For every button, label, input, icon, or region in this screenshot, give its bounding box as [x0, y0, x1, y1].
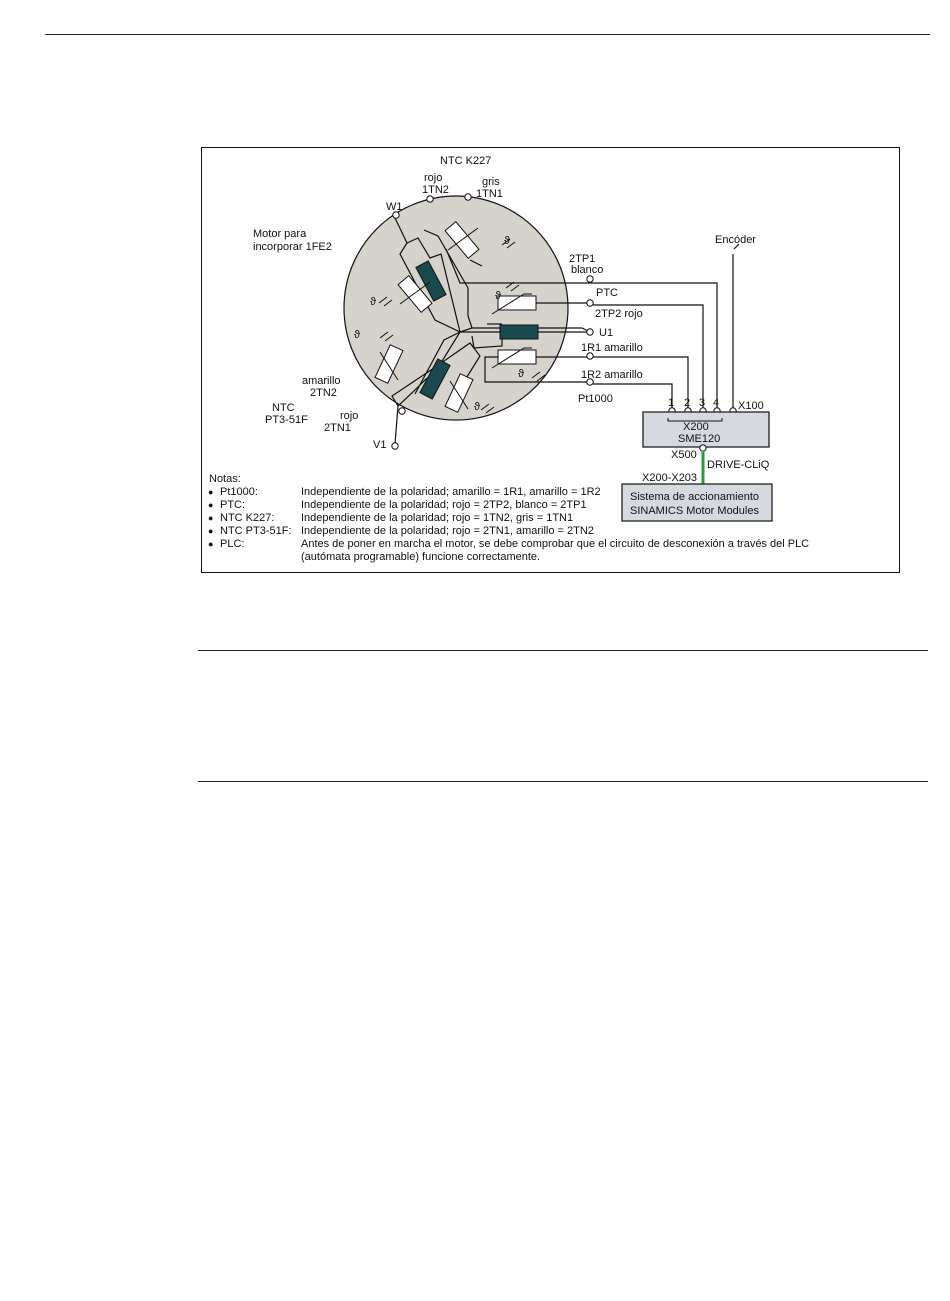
note-value: Independiente de la polaridad; amarillo = 1R1, amarillo = 1R2	[301, 486, 601, 498]
bullet-icon: ●	[208, 513, 214, 523]
pin-2-label: 2	[684, 397, 691, 409]
notes-heading: Notas:	[209, 473, 241, 485]
1r2-label: 1R2 amarillo	[581, 369, 643, 381]
theta-label: ϑ	[495, 290, 502, 302]
2tp2-label: 2TP2 rojo	[595, 308, 643, 320]
sinamics-label: SINAMICS Motor Modules	[630, 505, 759, 517]
x200-label: X200	[683, 421, 709, 433]
ntc-pt351f-label: PT3-51F	[265, 414, 308, 426]
theta-label: ϑ	[518, 368, 525, 380]
2tn1-label: 2TN1	[324, 422, 351, 434]
encoder-label: Encóder	[715, 234, 756, 246]
note-key: PLC:	[220, 538, 245, 550]
connection-diagram	[201, 147, 900, 573]
note-value: Independiente de la polaridad; rojo = 1TN2, gris = 1TN1	[301, 512, 574, 524]
sinamics-label: Sistema de accionamiento	[630, 491, 760, 503]
theta-label: ϑ	[354, 329, 361, 341]
x500-port	[700, 445, 706, 451]
pt1000-label: Pt1000	[578, 393, 613, 405]
k227-gris-label: gris	[482, 176, 500, 188]
ntc-pt351f-label: NTC	[272, 402, 295, 414]
x500-label: X500	[671, 449, 697, 461]
motor-label: incorporar 1FE2	[253, 241, 332, 253]
bullet-icon: ●	[208, 526, 214, 536]
pin-3-label: 3	[699, 397, 706, 409]
theta-label: ϑ	[370, 296, 377, 308]
bullet-icon: ●	[208, 500, 214, 510]
note-key: NTC K227:	[220, 512, 275, 524]
k227-1tn1-label: 1TN1	[476, 188, 503, 200]
plc-note-continuation: (autómata programable) funcione correctamente.	[301, 551, 541, 563]
amarillo-label: amarillo	[302, 375, 341, 387]
note-key: NTC PT3-51F:	[220, 525, 292, 537]
motor-label: Motor para	[253, 228, 307, 240]
ptc-label: PTC	[596, 287, 618, 299]
theta-label: ϑ	[504, 235, 511, 247]
pin-1-label: 1	[668, 397, 675, 409]
pin-4-label: 4	[713, 397, 720, 409]
note-value: Antes de poner en marcha el motor, se debe comprobar que el circuito de desconexión a través del PLC	[301, 538, 810, 550]
note-key: Pt1000:	[220, 486, 258, 498]
x100-label: X100	[738, 400, 764, 412]
note-value: Independiente de la polaridad; rojo = 2TN1, amarillo = 2TN2	[301, 525, 594, 537]
section-rule	[198, 650, 928, 651]
blanco-label: blanco	[571, 264, 604, 276]
notes-section	[209, 473, 889, 569]
bullet-icon: ●	[208, 487, 214, 497]
note-key: PTC:	[220, 499, 246, 511]
u1-label: U1	[599, 327, 614, 339]
k227-rojo-label: rojo	[424, 172, 443, 184]
1r1-label: 1R1 amarillo	[581, 342, 643, 354]
note-value: Independiente de la polaridad; rojo = 2TP2, blanco = 2TP1	[301, 499, 587, 511]
sme120-label: SME120	[678, 433, 721, 445]
section-rule	[198, 781, 928, 782]
w1-label: W1	[386, 201, 403, 213]
ntc-k227-title: NTC K227	[440, 155, 492, 167]
rojo-2tn1-label: rojo	[340, 410, 359, 422]
x200-x203-label: X200-X203	[642, 472, 698, 484]
v1-label: V1	[373, 439, 387, 451]
k227-1tn2-label: 1TN2	[422, 184, 449, 196]
2tn2-label: 2TN2	[310, 387, 337, 399]
bullet-icon: ●	[208, 539, 214, 549]
drive-cliq-label: DRIVE-CLiQ	[707, 459, 770, 471]
page-top-rule	[45, 34, 930, 35]
theta-label: ϑ	[474, 401, 481, 413]
2tp1-label: 2TP1	[569, 253, 596, 265]
